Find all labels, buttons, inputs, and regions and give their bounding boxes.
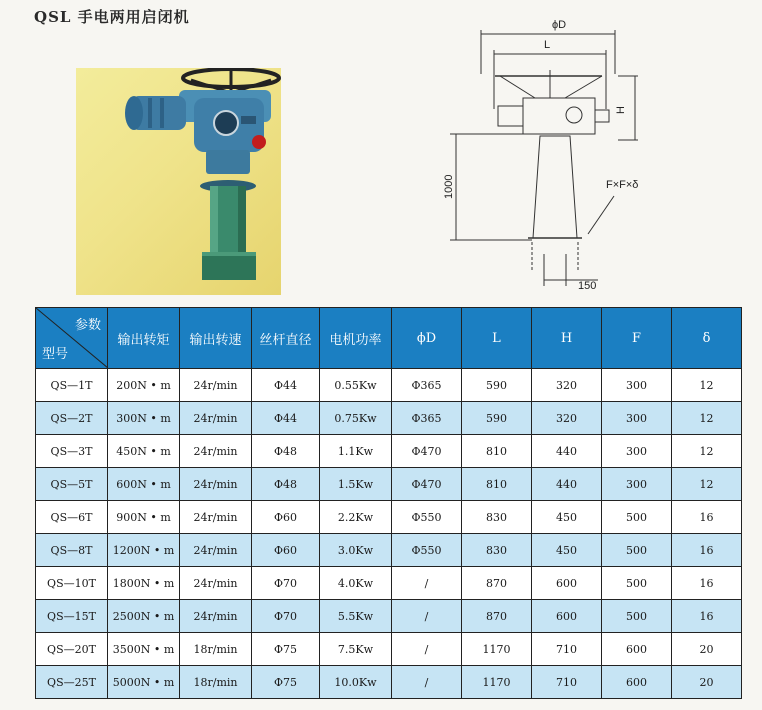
table-cell: 870 bbox=[462, 600, 532, 633]
table-cell: 1.5Kw bbox=[320, 468, 392, 501]
table-cell: 440 bbox=[532, 435, 602, 468]
column-header: H bbox=[532, 308, 602, 369]
corner-label-model: 型号 bbox=[42, 347, 69, 362]
table-cell: / bbox=[392, 600, 462, 633]
table-row bbox=[36, 435, 742, 468]
table-cell: 590 bbox=[462, 402, 532, 435]
dim-label-l: L bbox=[544, 39, 551, 51]
table-cell: 16 bbox=[672, 501, 742, 534]
table-cell: Φ44 bbox=[252, 369, 320, 402]
table-cell: 500 bbox=[602, 501, 672, 534]
table-cell: 24r/min bbox=[180, 567, 252, 600]
table-cell: 830 bbox=[462, 534, 532, 567]
table-cell: 18r/min bbox=[180, 633, 252, 666]
table-row bbox=[36, 633, 742, 666]
table-cell: 10.0Kw bbox=[320, 666, 392, 699]
table-cell: 12 bbox=[672, 468, 742, 501]
table-cell: 2.2Kw bbox=[320, 501, 392, 534]
table-row bbox=[36, 369, 742, 402]
table-cell: 810 bbox=[462, 468, 532, 501]
corner-header-cell bbox=[36, 308, 108, 369]
table-header-row bbox=[36, 308, 742, 369]
table-cell: 24r/min bbox=[180, 501, 252, 534]
table-cell: Φ70 bbox=[252, 567, 320, 600]
table-cell: 710 bbox=[532, 633, 602, 666]
table-cell: 500 bbox=[602, 534, 672, 567]
table-cell: 24r/min bbox=[180, 468, 252, 501]
table-cell: 710 bbox=[532, 666, 602, 699]
table-cell: 1800N • m bbox=[108, 567, 180, 600]
table-cell: 3500N • m bbox=[108, 633, 180, 666]
table-cell: 300 bbox=[602, 402, 672, 435]
table-cell: 600 bbox=[602, 666, 672, 699]
table-cell: 200N • m bbox=[108, 369, 180, 402]
dim-label-150: 150 bbox=[578, 280, 597, 292]
dim-label-fff: F×F×δ bbox=[606, 179, 639, 191]
table-cell: 600 bbox=[532, 567, 602, 600]
table-cell: 500 bbox=[602, 567, 672, 600]
table-cell: 1200N • m bbox=[108, 534, 180, 567]
table-cell: Φ365 bbox=[392, 402, 462, 435]
table-cell: 590 bbox=[462, 369, 532, 402]
table-cell: Φ75 bbox=[252, 633, 320, 666]
table-cell: Φ550 bbox=[392, 501, 462, 534]
table-cell: 1.1Kw bbox=[320, 435, 392, 468]
table-cell: 0.55Kw bbox=[320, 369, 392, 402]
table-cell: 600 bbox=[602, 633, 672, 666]
table-cell: 3.0Kw bbox=[320, 534, 392, 567]
table-cell: 320 bbox=[532, 402, 602, 435]
table-row bbox=[36, 600, 742, 633]
model-cell: QS—25T bbox=[36, 666, 108, 699]
dim-label-1000: 1000 bbox=[443, 174, 455, 199]
table-row bbox=[36, 534, 742, 567]
table-cell: 4.0Kw bbox=[320, 567, 392, 600]
table-cell: 300 bbox=[602, 369, 672, 402]
table-cell: Φ365 bbox=[392, 369, 462, 402]
page-title: QSL 手电两用启闭机 bbox=[34, 8, 190, 26]
table-cell: Φ48 bbox=[252, 468, 320, 501]
column-header: L bbox=[462, 308, 532, 369]
table-cell: 300 bbox=[602, 468, 672, 501]
table-cell: 16 bbox=[672, 600, 742, 633]
table-cell: 450N • m bbox=[108, 435, 180, 468]
table-cell: 320 bbox=[532, 369, 602, 402]
column-header: ϕD bbox=[392, 308, 462, 369]
model-cell: QS—20T bbox=[36, 633, 108, 666]
table-cell: 7.5Kw bbox=[320, 633, 392, 666]
table-cell: 600N • m bbox=[108, 468, 180, 501]
table-row bbox=[36, 501, 742, 534]
table-cell: 300N • m bbox=[108, 402, 180, 435]
model-cell: QS—15T bbox=[36, 600, 108, 633]
table-cell: 830 bbox=[462, 501, 532, 534]
table-cell: 12 bbox=[672, 369, 742, 402]
table-cell: Φ48 bbox=[252, 435, 320, 468]
model-cell: QS—1T bbox=[36, 369, 108, 402]
column-header: F bbox=[602, 308, 672, 369]
table-cell: 24r/min bbox=[180, 435, 252, 468]
table-cell: Φ75 bbox=[252, 666, 320, 699]
table-cell: 12 bbox=[672, 435, 742, 468]
table-cell: Φ470 bbox=[392, 435, 462, 468]
table-cell: 870 bbox=[462, 567, 532, 600]
model-cell: QS—5T bbox=[36, 468, 108, 501]
table-cell: 450 bbox=[532, 534, 602, 567]
table-cell: Φ44 bbox=[252, 402, 320, 435]
table-cell: 16 bbox=[672, 534, 742, 567]
table-cell: 450 bbox=[532, 501, 602, 534]
table-cell: 900N • m bbox=[108, 501, 180, 534]
column-header: δ bbox=[672, 308, 742, 369]
dim-label-d: ϕD bbox=[552, 19, 567, 31]
table-cell: 24r/min bbox=[180, 369, 252, 402]
corner-label-params: 参数 bbox=[74, 318, 101, 333]
table-cell: 24r/min bbox=[180, 402, 252, 435]
table-cell: 18r/min bbox=[180, 666, 252, 699]
table-row bbox=[36, 567, 742, 600]
column-header: 输出转矩 bbox=[108, 308, 180, 369]
model-cell: QS—3T bbox=[36, 435, 108, 468]
table-cell: 2500N • m bbox=[108, 600, 180, 633]
table-cell: 24r/min bbox=[180, 600, 252, 633]
table-cell: 300 bbox=[602, 435, 672, 468]
table-cell: 1170 bbox=[462, 633, 532, 666]
table-cell: / bbox=[392, 633, 462, 666]
table-cell: 1170 bbox=[462, 666, 532, 699]
dim-label-h: H bbox=[615, 106, 627, 114]
table-cell: Φ550 bbox=[392, 534, 462, 567]
table-row bbox=[36, 666, 742, 699]
model-cell: QS—6T bbox=[36, 501, 108, 534]
column-header: 输出转速 bbox=[180, 308, 252, 369]
column-header: 丝杆直径 bbox=[252, 308, 320, 369]
table-cell: 0.75Kw bbox=[320, 402, 392, 435]
table-cell: / bbox=[392, 567, 462, 600]
table-cell: 20 bbox=[672, 633, 742, 666]
table-cell: 440 bbox=[532, 468, 602, 501]
table-cell: 12 bbox=[672, 402, 742, 435]
table-cell: 5.5Kw bbox=[320, 600, 392, 633]
table-cell: 20 bbox=[672, 666, 742, 699]
table-row bbox=[36, 402, 742, 435]
table-cell: Φ470 bbox=[392, 468, 462, 501]
table-cell: 24r/min bbox=[180, 534, 252, 567]
model-cell: QS—10T bbox=[36, 567, 108, 600]
product-photo bbox=[76, 68, 281, 295]
model-cell: QS—8T bbox=[36, 534, 108, 567]
column-header: 电机功率 bbox=[320, 308, 392, 369]
table-cell: Φ60 bbox=[252, 534, 320, 567]
table-cell: Φ60 bbox=[252, 501, 320, 534]
table-row bbox=[36, 468, 742, 501]
table-cell: 810 bbox=[462, 435, 532, 468]
model-cell: QS—2T bbox=[36, 402, 108, 435]
table-cell: 500 bbox=[602, 600, 672, 633]
table-cell: Φ70 bbox=[252, 600, 320, 633]
table-cell: 600 bbox=[532, 600, 602, 633]
table-cell: 16 bbox=[672, 567, 742, 600]
table-cell: / bbox=[392, 666, 462, 699]
table-cell: 5000N • m bbox=[108, 666, 180, 699]
dimension-drawing bbox=[440, 14, 640, 294]
spec-table bbox=[35, 307, 742, 699]
